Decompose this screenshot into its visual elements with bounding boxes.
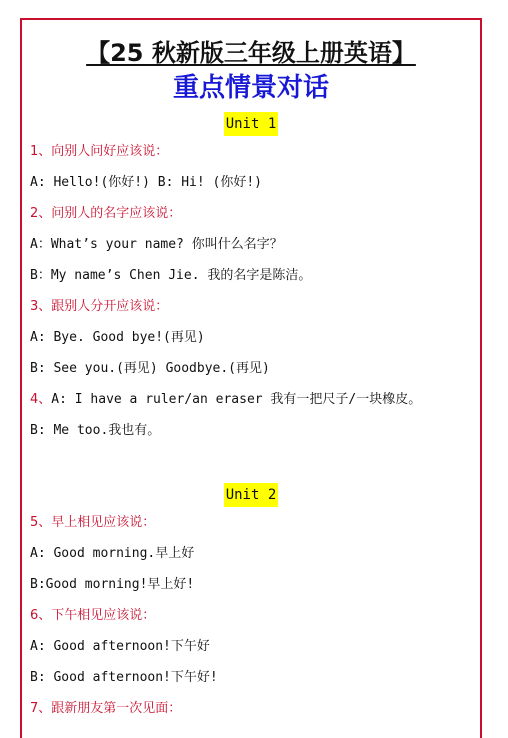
dialogue-line: A: Bye. Good bye!(再见) <box>30 330 205 345</box>
item-4-text: A: I have a ruler/an eraser 我有一把尺子/一块橡皮。 <box>51 392 422 407</box>
dialogue-line: B: Good afternoon!下午好! <box>30 670 218 685</box>
section-heading-greeting: 1、向别人问好应该说： <box>30 144 169 159</box>
section-heading-morning: 5、早上相见应该说： <box>30 515 156 530</box>
item-4-number: 4、 <box>30 392 52 407</box>
section-heading-afternoon: 6、下午相见应该说： <box>30 608 156 623</box>
unit-2-heading: Unit 2 <box>224 483 279 507</box>
dialogue-line: A: Good morning.早上好 <box>30 546 195 561</box>
dialogue-line: A: Good afternoon!下午好 <box>30 639 210 654</box>
dialogue-line: B: Me too.我也有。 <box>30 423 161 438</box>
dialogue-line-item-4 <box>30 384 480 415</box>
section-heading-name: 2、问别人的名字应该说： <box>30 206 182 221</box>
dialogue-line: A：What’s your name? 你叫什么名字？ <box>30 237 283 252</box>
document-page <box>20 18 482 738</box>
document-title: 【25 秋新版三年级上册英语】 <box>86 39 416 67</box>
section-heading-goodbye: 3、跟别人分开应该说： <box>30 299 169 314</box>
section-spacer <box>22 446 480 477</box>
dialogue-line: B:Good morning!早上好! <box>30 577 195 592</box>
document-subtitle: 重点情景对话 <box>172 73 329 103</box>
section-heading-new-friend: 7、跟新朋友第一次见面： <box>30 701 182 716</box>
unit-1-heading: Unit 1 <box>224 112 279 136</box>
dialogue-line: B: See you.(再见) Goodbye.(再见) <box>30 361 270 376</box>
unit-heading-wrap <box>22 483 480 507</box>
unit-heading-wrap <box>22 112 480 136</box>
dialogue-line: B：My name’s Chen Jie. 我的名字是陈洁。 <box>30 268 312 283</box>
dialogue-line: A: Hello!(你好!) B: Hi! (你好!) <box>30 175 263 190</box>
